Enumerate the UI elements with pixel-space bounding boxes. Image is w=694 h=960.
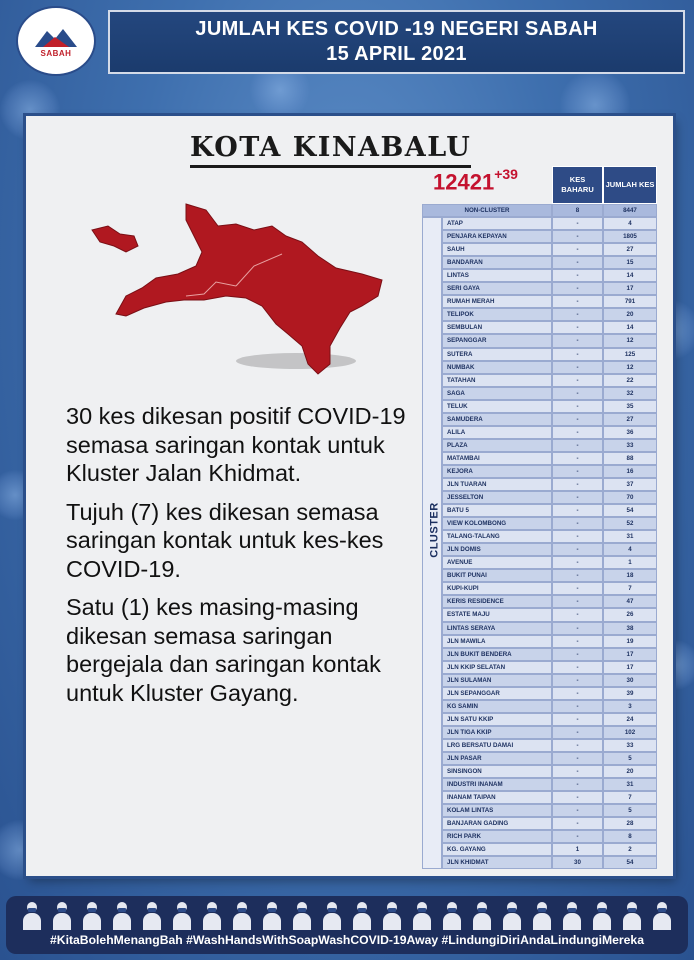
row-name: ATAP bbox=[442, 217, 552, 230]
row-spacer bbox=[422, 400, 442, 413]
row-name: SINSINGON bbox=[442, 765, 552, 778]
row-name: KEJORA bbox=[442, 465, 552, 478]
row-jumlah: 54 bbox=[603, 504, 657, 517]
row-kes: - bbox=[552, 791, 603, 804]
row-jumlah: 12 bbox=[603, 334, 657, 347]
row-jumlah: 14 bbox=[603, 321, 657, 334]
row-kes: - bbox=[552, 830, 603, 843]
row-kes: - bbox=[552, 569, 603, 582]
row-kes: - bbox=[552, 217, 603, 230]
row-name: JLN TIGA KKIP bbox=[442, 726, 552, 739]
row-spacer bbox=[422, 308, 442, 321]
row-spacer bbox=[422, 439, 442, 452]
row-spacer bbox=[422, 739, 442, 752]
row-name: JLN DOMIS bbox=[442, 543, 552, 556]
row-kes: - bbox=[552, 530, 603, 543]
row-name: JLN KHIDMAT bbox=[442, 856, 552, 869]
row-name: ALILA bbox=[442, 426, 552, 439]
row-spacer bbox=[422, 465, 442, 478]
row-jumlah: 31 bbox=[603, 530, 657, 543]
table-row bbox=[422, 804, 657, 817]
table-row bbox=[422, 504, 657, 517]
row-jumlah: 15 bbox=[603, 256, 657, 269]
row-kes: - bbox=[552, 700, 603, 713]
description-paragraph: Satu (1) kes masing-masing dikesan semasa saringan bergejala dan saringan kontak untuk Kluster Gayang. bbox=[66, 594, 381, 706]
table-row bbox=[422, 374, 657, 387]
row-name: SEMBULAN bbox=[442, 321, 552, 334]
row-name: SAUH bbox=[442, 243, 552, 256]
row-kes: - bbox=[552, 230, 603, 243]
table-row bbox=[422, 491, 657, 504]
row-jumlah: 125 bbox=[603, 348, 657, 361]
person-figure-icon bbox=[412, 900, 432, 930]
row-jumlah: 28 bbox=[603, 817, 657, 830]
row-jumlah: 70 bbox=[603, 491, 657, 504]
row-name: RUMAH MERAH bbox=[442, 295, 552, 308]
row-kes: - bbox=[552, 556, 603, 569]
table-row bbox=[422, 334, 657, 347]
row-jumlah: 3 bbox=[603, 700, 657, 713]
row-spacer bbox=[422, 648, 442, 661]
row-kes: 8 bbox=[552, 204, 603, 217]
row-jumlah: 18 bbox=[603, 569, 657, 582]
row-name: ESTATE MAJU bbox=[442, 608, 552, 621]
row-spacer bbox=[422, 817, 442, 830]
table-row bbox=[422, 230, 657, 243]
row-kes: - bbox=[552, 361, 603, 374]
table-row bbox=[422, 661, 657, 674]
row-spacer bbox=[422, 856, 442, 869]
row-kes: - bbox=[552, 282, 603, 295]
row-spacer bbox=[422, 230, 442, 243]
row-jumlah: 7 bbox=[603, 791, 657, 804]
row-spacer bbox=[422, 622, 442, 635]
footer-banner bbox=[6, 896, 688, 954]
non-cluster-row bbox=[422, 204, 657, 217]
row-kes: - bbox=[552, 334, 603, 347]
table-row bbox=[422, 543, 657, 556]
table-row bbox=[422, 517, 657, 530]
person-figure-icon bbox=[652, 900, 672, 930]
row-kes: - bbox=[552, 817, 603, 830]
row-name: NUMBAK bbox=[442, 361, 552, 374]
person-figure-icon bbox=[142, 900, 162, 930]
row-kes: - bbox=[552, 648, 603, 661]
row-spacer bbox=[422, 674, 442, 687]
row-spacer bbox=[422, 569, 442, 582]
row-jumlah: 22 bbox=[603, 374, 657, 387]
row-spacer bbox=[422, 334, 442, 347]
person-figure-icon bbox=[592, 900, 612, 930]
people-illustration bbox=[22, 900, 672, 930]
table-row bbox=[422, 308, 657, 321]
row-spacer bbox=[422, 791, 442, 804]
row-jumlah: 1805 bbox=[603, 230, 657, 243]
row-spacer bbox=[422, 269, 442, 282]
row-jumlah: 32 bbox=[603, 387, 657, 400]
row-name: SAMUDERA bbox=[442, 413, 552, 426]
row-jumlah: 19 bbox=[603, 635, 657, 648]
row-jumlah: 791 bbox=[603, 295, 657, 308]
row-name: MATAMBAI bbox=[442, 452, 552, 465]
row-kes: - bbox=[552, 687, 603, 700]
table-row bbox=[422, 622, 657, 635]
table-row bbox=[422, 608, 657, 621]
row-jumlah: 1 bbox=[603, 556, 657, 569]
row-kes: - bbox=[552, 752, 603, 765]
person-figure-icon bbox=[502, 900, 522, 930]
table-row bbox=[422, 348, 657, 361]
row-kes: - bbox=[552, 674, 603, 687]
table-row bbox=[422, 752, 657, 765]
row-name: JLN BUKIT BENDERA bbox=[442, 648, 552, 661]
table-row bbox=[422, 843, 657, 856]
row-kes: 30 bbox=[552, 856, 603, 869]
row-jumlah: 17 bbox=[603, 661, 657, 674]
row-kes: - bbox=[552, 739, 603, 752]
row-kes: - bbox=[552, 726, 603, 739]
row-name: KUPI-KUPI bbox=[442, 582, 552, 595]
row-kes: - bbox=[552, 243, 603, 256]
row-kes: - bbox=[552, 635, 603, 648]
row-name: BANDARAN bbox=[442, 256, 552, 269]
row-jumlah: 17 bbox=[603, 648, 657, 661]
person-figure-icon bbox=[472, 900, 492, 930]
table-row bbox=[422, 700, 657, 713]
row-kes: - bbox=[552, 374, 603, 387]
row-spacer bbox=[422, 452, 442, 465]
hashtags: #KitaBolehMenangBah #WashHandsWithSoapWashCOVID-19Away #LindungiDiriAndaLindungiMereka bbox=[50, 933, 644, 947]
table-row bbox=[422, 778, 657, 791]
table-row bbox=[422, 635, 657, 648]
table-row bbox=[422, 426, 657, 439]
table-row bbox=[422, 530, 657, 543]
row-jumlah: 47 bbox=[603, 595, 657, 608]
row-name: INDUSTRI INANAM bbox=[442, 778, 552, 791]
row-jumlah: 8447 bbox=[603, 204, 657, 217]
table-row bbox=[422, 765, 657, 778]
table-row bbox=[422, 478, 657, 491]
row-kes: - bbox=[552, 426, 603, 439]
row-jumlah: 39 bbox=[603, 687, 657, 700]
header-date: 15 APRIL 2021 bbox=[326, 43, 467, 65]
row-kes: 1 bbox=[552, 843, 603, 856]
row-jumlah: 2 bbox=[603, 843, 657, 856]
table-row bbox=[422, 569, 657, 582]
total-new: +39 bbox=[494, 166, 518, 182]
row-name: JESSELTON bbox=[442, 491, 552, 504]
row-kes: - bbox=[552, 439, 603, 452]
header-jumlah-kes: JUMLAH KES bbox=[603, 166, 657, 204]
row-name: INANAM TAIPAN bbox=[442, 791, 552, 804]
row-jumlah: 27 bbox=[603, 243, 657, 256]
person-figure-icon bbox=[532, 900, 552, 930]
row-kes: - bbox=[552, 348, 603, 361]
row-name: TELUK bbox=[442, 400, 552, 413]
row-kes: - bbox=[552, 765, 603, 778]
description bbox=[66, 402, 416, 717]
row-name: KOLAM LINTAS bbox=[442, 804, 552, 817]
row-kes: - bbox=[552, 295, 603, 308]
row-jumlah: 38 bbox=[603, 622, 657, 635]
row-kes: - bbox=[552, 595, 603, 608]
table-row bbox=[422, 674, 657, 687]
row-jumlah: 33 bbox=[603, 439, 657, 452]
person-figure-icon bbox=[292, 900, 312, 930]
row-spacer bbox=[422, 830, 442, 843]
person-figure-icon bbox=[442, 900, 462, 930]
row-kes: - bbox=[552, 517, 603, 530]
row-spacer bbox=[422, 726, 442, 739]
row-kes: - bbox=[552, 413, 603, 426]
row-jumlah: 12 bbox=[603, 361, 657, 374]
row-name: BUKIT PUNAI bbox=[442, 569, 552, 582]
person-figure-icon bbox=[82, 900, 102, 930]
row-spacer bbox=[422, 217, 442, 230]
row-jumlah: 16 bbox=[603, 465, 657, 478]
row-name: LINTAS bbox=[442, 269, 552, 282]
table-row bbox=[422, 856, 657, 869]
table-row bbox=[422, 387, 657, 400]
row-name: RICH PARK bbox=[442, 830, 552, 843]
table-row bbox=[422, 739, 657, 752]
row-kes: - bbox=[552, 804, 603, 817]
row-spacer bbox=[422, 348, 442, 361]
row-kes: - bbox=[552, 608, 603, 621]
person-figure-icon bbox=[52, 900, 72, 930]
table-row bbox=[422, 361, 657, 374]
row-jumlah: 20 bbox=[603, 308, 657, 321]
sabah-logo bbox=[16, 6, 96, 76]
row-name: SAGA bbox=[442, 387, 552, 400]
row-spacer bbox=[422, 765, 442, 778]
row-name: LINTAS SERAYA bbox=[442, 622, 552, 635]
row-jumlah: 4 bbox=[603, 217, 657, 230]
row-spacer bbox=[422, 635, 442, 648]
row-name: BATU 5 bbox=[442, 504, 552, 517]
row-jumlah: 102 bbox=[603, 726, 657, 739]
row-spacer bbox=[422, 595, 442, 608]
table-row bbox=[422, 582, 657, 595]
row-jumlah: 24 bbox=[603, 713, 657, 726]
cluster-label bbox=[427, 490, 443, 570]
row-kes: - bbox=[552, 308, 603, 321]
table-row bbox=[422, 830, 657, 843]
table-row bbox=[422, 439, 657, 452]
row-jumlah: 88 bbox=[603, 452, 657, 465]
row-name: LRG BERSATU DAMAI bbox=[442, 739, 552, 752]
row-name: TATAHAN bbox=[442, 374, 552, 387]
row-jumlah: 54 bbox=[603, 856, 657, 869]
row-name: TELIPOK bbox=[442, 308, 552, 321]
description-paragraph: 30 kes dikesan positif COVID-19 semasa saringan kontak untuk Kluster Jalan Khidmat. bbox=[66, 403, 406, 486]
mountain-icon bbox=[33, 25, 79, 49]
page-header bbox=[108, 10, 685, 74]
person-figure-icon bbox=[382, 900, 402, 930]
row-spacer bbox=[422, 374, 442, 387]
table-row bbox=[422, 726, 657, 739]
table-row bbox=[422, 243, 657, 256]
row-name: KERIS RESIDENCE bbox=[442, 595, 552, 608]
row-spacer bbox=[422, 661, 442, 674]
row-jumlah: 27 bbox=[603, 413, 657, 426]
row-kes: - bbox=[552, 582, 603, 595]
row-kes: - bbox=[552, 543, 603, 556]
row-kes: - bbox=[552, 478, 603, 491]
row-name: JLN SEPANGGAR bbox=[442, 687, 552, 700]
table-row bbox=[422, 687, 657, 700]
row-spacer bbox=[422, 713, 442, 726]
table-row bbox=[422, 452, 657, 465]
row-name: JLN PASAR bbox=[442, 752, 552, 765]
person-figure-icon bbox=[562, 900, 582, 930]
row-kes: - bbox=[552, 321, 603, 334]
person-figure-icon bbox=[112, 900, 132, 930]
table-row bbox=[422, 400, 657, 413]
row-jumlah: 52 bbox=[603, 517, 657, 530]
header-kes-baharu: KES BAHARU bbox=[552, 166, 603, 204]
logo-text: SABAH bbox=[40, 48, 72, 58]
row-kes: - bbox=[552, 778, 603, 791]
row-spacer bbox=[422, 843, 442, 856]
row-name: SERI GAYA bbox=[442, 282, 552, 295]
table-row bbox=[422, 413, 657, 426]
table-row bbox=[422, 556, 657, 569]
row-jumlah: 31 bbox=[603, 778, 657, 791]
header-title: JUMLAH KES COVID -19 NEGERI SABAH bbox=[195, 18, 598, 40]
row-name: JLN SATU KKIP bbox=[442, 713, 552, 726]
city-title: KOTA KINABALU bbox=[190, 132, 471, 168]
row-jumlah: 35 bbox=[603, 400, 657, 413]
table-row bbox=[422, 648, 657, 661]
row-jumlah: 37 bbox=[603, 478, 657, 491]
row-name: JLN SULAMAN bbox=[442, 674, 552, 687]
row-jumlah: 8 bbox=[603, 830, 657, 843]
row-spacer bbox=[422, 243, 442, 256]
row-kes: - bbox=[552, 504, 603, 517]
row-spacer bbox=[422, 282, 442, 295]
row-spacer bbox=[422, 426, 442, 439]
row-kes: - bbox=[552, 465, 603, 478]
row-spacer bbox=[422, 256, 442, 269]
row-jumlah: 5 bbox=[603, 752, 657, 765]
row-spacer bbox=[422, 804, 442, 817]
row-spacer bbox=[422, 295, 442, 308]
cluster-label-text: CLUSTER bbox=[429, 502, 442, 558]
row-jumlah: 4 bbox=[603, 543, 657, 556]
row-kes: - bbox=[552, 622, 603, 635]
person-figure-icon bbox=[172, 900, 192, 930]
row-jumlah: 26 bbox=[603, 608, 657, 621]
row-kes: - bbox=[552, 661, 603, 674]
row-name: AVENUE bbox=[442, 556, 552, 569]
row-name: PLAZA bbox=[442, 439, 552, 452]
row-spacer bbox=[422, 752, 442, 765]
row-name: JLN MAWILA bbox=[442, 635, 552, 648]
table-row bbox=[422, 282, 657, 295]
row-spacer bbox=[422, 387, 442, 400]
row-name: PENJARA KEPAYAN bbox=[442, 230, 552, 243]
person-figure-icon bbox=[202, 900, 222, 930]
row-spacer bbox=[422, 413, 442, 426]
row-spacer bbox=[422, 582, 442, 595]
row-name: JLN KKIP SELATAN bbox=[442, 661, 552, 674]
row-jumlah: 17 bbox=[603, 282, 657, 295]
kota-kinabalu-map bbox=[86, 196, 396, 386]
row-jumlah: 30 bbox=[603, 674, 657, 687]
row-kes: - bbox=[552, 387, 603, 400]
row-kes: - bbox=[552, 400, 603, 413]
row-jumlah: 5 bbox=[603, 804, 657, 817]
table-row bbox=[422, 217, 657, 230]
row-kes: - bbox=[552, 491, 603, 504]
table-row bbox=[422, 465, 657, 478]
person-figure-icon bbox=[22, 900, 42, 930]
person-figure-icon bbox=[232, 900, 252, 930]
table-row bbox=[422, 713, 657, 726]
person-figure-icon bbox=[622, 900, 642, 930]
table-row bbox=[422, 791, 657, 804]
total-cases bbox=[433, 168, 553, 202]
row-spacer bbox=[422, 608, 442, 621]
table-row bbox=[422, 269, 657, 282]
table-body bbox=[422, 204, 657, 869]
row-kes: - bbox=[552, 452, 603, 465]
row-kes: - bbox=[552, 713, 603, 726]
description-paragraph: Tujuh (7) kes dikesan semasa saringan kontak untuk kes-kes COVID-19. bbox=[66, 498, 384, 582]
row-jumlah: 36 bbox=[603, 426, 657, 439]
row-jumlah: 14 bbox=[603, 269, 657, 282]
person-figure-icon bbox=[262, 900, 282, 930]
person-figure-icon bbox=[352, 900, 372, 930]
row-name: BANJARAN GADING bbox=[442, 817, 552, 830]
table-row bbox=[422, 817, 657, 830]
table-row bbox=[422, 321, 657, 334]
row-name: KG SAMIN bbox=[442, 700, 552, 713]
row-kes: - bbox=[552, 256, 603, 269]
row-name: SUTERA bbox=[442, 348, 552, 361]
row-spacer bbox=[422, 778, 442, 791]
table-row bbox=[422, 595, 657, 608]
row-name: JLN TUARAN bbox=[442, 478, 552, 491]
row-name: KG. GAYANG bbox=[442, 843, 552, 856]
table-row bbox=[422, 256, 657, 269]
row-jumlah: 7 bbox=[603, 582, 657, 595]
row-jumlah: 33 bbox=[603, 739, 657, 752]
row-jumlah: 20 bbox=[603, 765, 657, 778]
total-count: 12421 bbox=[433, 169, 495, 195]
row-name: VIEW KOLOMBONG bbox=[442, 517, 552, 530]
row-name: SEPANGGAR bbox=[442, 334, 552, 347]
row-spacer bbox=[422, 321, 442, 334]
row-spacer bbox=[422, 687, 442, 700]
person-figure-icon bbox=[322, 900, 342, 930]
table-row bbox=[422, 295, 657, 308]
row-kes: - bbox=[552, 269, 603, 282]
row-spacer bbox=[422, 700, 442, 713]
row-spacer bbox=[422, 361, 442, 374]
row-name: TALANG-TALANG bbox=[442, 530, 552, 543]
row-name: NON-CLUSTER bbox=[422, 204, 552, 217]
